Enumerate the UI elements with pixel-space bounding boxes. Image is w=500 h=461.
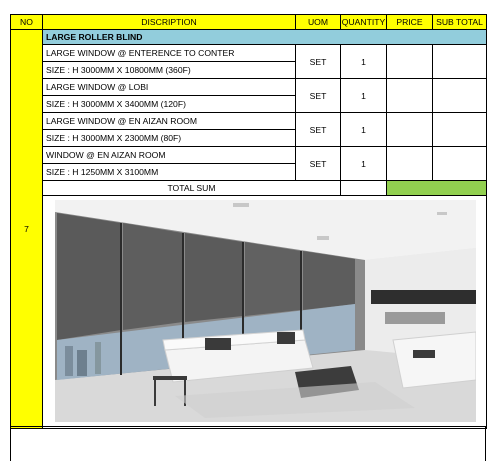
item-size: SIZE : H 1250MM X 3100MM <box>43 164 296 181</box>
item-subtotal <box>433 113 487 147</box>
item-size: SIZE : H 3000MM X 2300MM (80F) <box>43 130 296 147</box>
header-quantity: QUANTITY <box>341 15 387 30</box>
section-row <box>11 30 487 45</box>
living-room-illustration <box>55 200 476 422</box>
table-row <box>11 79 487 96</box>
item-qty: 1 <box>341 45 387 79</box>
item-uom: SET <box>296 113 341 147</box>
table-row <box>11 45 487 62</box>
item-price <box>387 113 433 147</box>
item-number: 7 <box>11 30 43 429</box>
item-price <box>387 79 433 113</box>
item-price <box>387 45 433 79</box>
header-no: NO <box>11 15 43 30</box>
photo-row <box>11 196 487 429</box>
item-subtotal <box>433 147 487 181</box>
item-subtotal <box>433 45 487 79</box>
next-row-blank <box>10 426 486 461</box>
total-label: TOTAL SUM <box>43 181 341 196</box>
table-row <box>11 147 487 164</box>
header-uom: UOM <box>296 15 341 30</box>
item-uom: SET <box>296 147 341 181</box>
item-uom: SET <box>296 45 341 79</box>
photo-cell <box>43 196 487 429</box>
item-name: LARGE WINDOW @ LOBI <box>43 79 296 96</box>
header-row <box>11 15 487 30</box>
item-qty: 1 <box>341 147 387 181</box>
item-subtotal <box>433 79 487 113</box>
item-size: SIZE : H 3000MM X 10800MM (360F) <box>43 62 296 79</box>
item-name: WINDOW @ EN AIZAN ROOM <box>43 147 296 164</box>
item-size: SIZE : H 3000MM X 3400MM (120F) <box>43 96 296 113</box>
table-row <box>11 113 487 130</box>
item-price <box>387 147 433 181</box>
item-uom: SET <box>296 79 341 113</box>
item-qty: 1 <box>341 113 387 147</box>
quotation-sheet <box>10 14 486 429</box>
header-description: DISCRIPTION <box>43 15 296 30</box>
item-name: LARGE WINDOW @ EN AIZAN ROOM <box>43 113 296 130</box>
total-value <box>387 181 487 196</box>
roller-blind-photo <box>55 200 476 422</box>
total-spacer <box>341 181 387 196</box>
quotation-table <box>10 14 487 429</box>
item-name: LARGE WINDOW @ ENTERENCE TO CONTER <box>43 45 296 62</box>
header-price: PRICE <box>387 15 433 30</box>
item-qty: 1 <box>341 79 387 113</box>
header-subtotal: SUB TOTAL <box>433 15 487 30</box>
total-row <box>11 181 487 196</box>
section-title: LARGE ROLLER BLIND <box>43 30 487 45</box>
